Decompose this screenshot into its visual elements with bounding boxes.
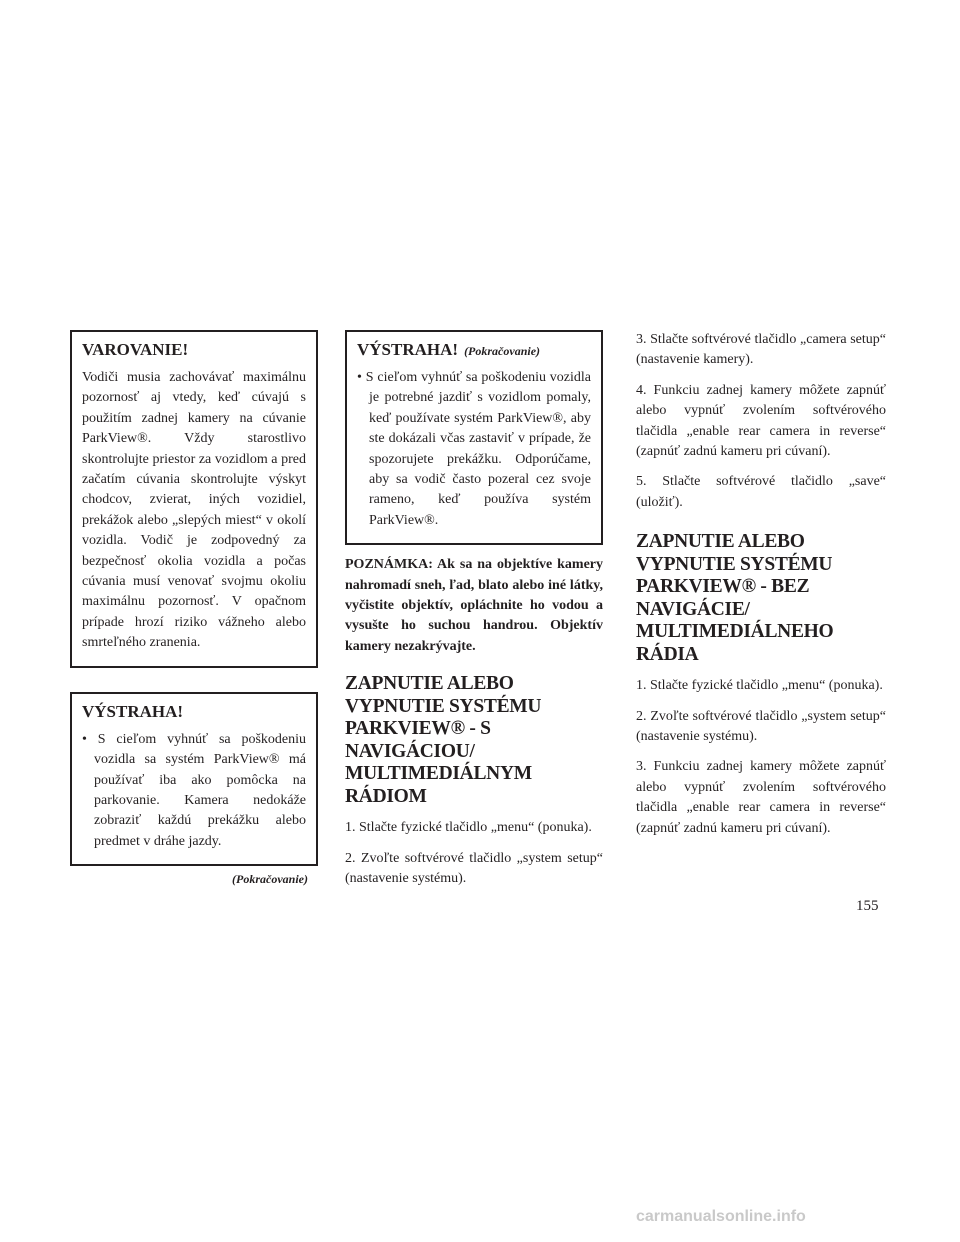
column-left — [70, 330, 318, 887]
caution-box — [70, 692, 318, 866]
step-item: 5. Stlačte softvérové tlačidlo „save“ (uložiť). — [636, 474, 886, 510]
column-middle — [345, 330, 603, 900]
warning-text: Vodiči musia zachovávať maximálnu pozornosť aj vtedy, keď cúvajú s použitím zadnej kamery na cúvanie ParkView®. Vždy starostlivo skontrolujte priestor za vozidlom a pred začatím cúvania skontrolujte výskyt chodcov, zvierat, iných vozidiel, prekážok alebo „slepých miest“ v okolí vozidla. Vodič je zodpovedný za bezpečnosť okolia vozidla a počas cúvania musí venovať svojmu okoliu maximálnu pozornosť. V opačnom prípade hrozí riziko vážneho alebo smrteľného zranenia. — [82, 370, 306, 651]
step-item: 1. Stlačte fyzické tlačidlo „menu“ (ponuka). — [636, 678, 883, 694]
section-heading-with-nav: ZAPNUTIE ALEBO VYPNUTIE SYSTÉMU PARKVIEW® - S NAVIGÁCIOU/ MULTIMEDIÁLNYM RÁDIOM — [345, 673, 542, 807]
column-right — [636, 330, 886, 849]
warning-title: VAROVANIE! — [82, 340, 189, 359]
step-item: 3. Stlačte softvérové tlačidlo „camera setup“ (nastavenie kamery). — [636, 332, 886, 368]
step-item: 1. Stlačte fyzické tlačidlo „menu“ (ponuka). — [345, 820, 592, 836]
step-item: 2. Zvoľte softvérové tlačidlo „system setup“ (nastavenie systému). — [636, 708, 886, 745]
step-item: 2. Zvoľte softvérové tlačidlo „system setup“ (nastavenie systému). — [345, 850, 603, 887]
caution-box-continued — [345, 330, 603, 545]
continued-label: (Pokračovanie) — [232, 872, 308, 887]
caution-continued-title — [357, 340, 591, 360]
page-number: 155 — [856, 898, 879, 914]
caution-continued-bullet: • S cieľom vyhnúť sa poškodeniu vozidla je potrebné jazdiť s vozidlom pomaly, keď používate systém ParkView®, aby ste dokázali včas zastaviť v prípade, že spozorujete prekážku. Odporúčame, aby sa vodič často pozeral cez svoje rameno, keď používa systém ParkView®. — [357, 370, 591, 528]
caution-continued-title-text: VÝSTRAHA! — [357, 340, 459, 359]
caution-bullet: • S cieľom vyhnúť sa poškodeniu vozidla sa systém ParkView® má používať iba ako pomôcka na parkovanie. Kamera nedokáže zobraziť každú prekážku alebo predmet v dráhe jazdy. — [82, 731, 306, 849]
step-item: 4. Funkciu zadnej kamery môžete zapnúť alebo vypnúť zvolením softvérového tlačidla „enable rear camera in reverse“ (zapnúť zadnú kameru pri cúvaní). — [636, 382, 886, 460]
note-paragraph: POZNÁMKA: Ak sa na objektíve kamery nahromadí sneh, ľad, blato alebo iné látky, vyčistite objektív, opláchnite ho vodou a vysušte ho suchou handrou. Objektív kamery nezakrývajte. — [345, 557, 603, 654]
warning-box — [70, 330, 318, 668]
caution-continued-subtitle: (Pokračovanie) — [464, 344, 541, 358]
section-heading-without-nav: ZAPNUTIE ALEBO VYPNUTIE SYSTÉMU PARKVIEW® - BEZ NAVIGÁCIE/ MULTIMEDIÁLNEHO RÁDIA — [636, 531, 834, 665]
caution-title: VÝSTRAHA! — [82, 701, 184, 721]
watermark: carmanualsonline.info — [636, 1208, 806, 1225]
step-item: 3. Funkciu zadnej kamery môžete zapnúť alebo vypnúť zvolením softvérového tlačidla „enable rear camera in reverse“ (zapnúť zadnú kameru pri cúvaní). — [636, 759, 886, 836]
